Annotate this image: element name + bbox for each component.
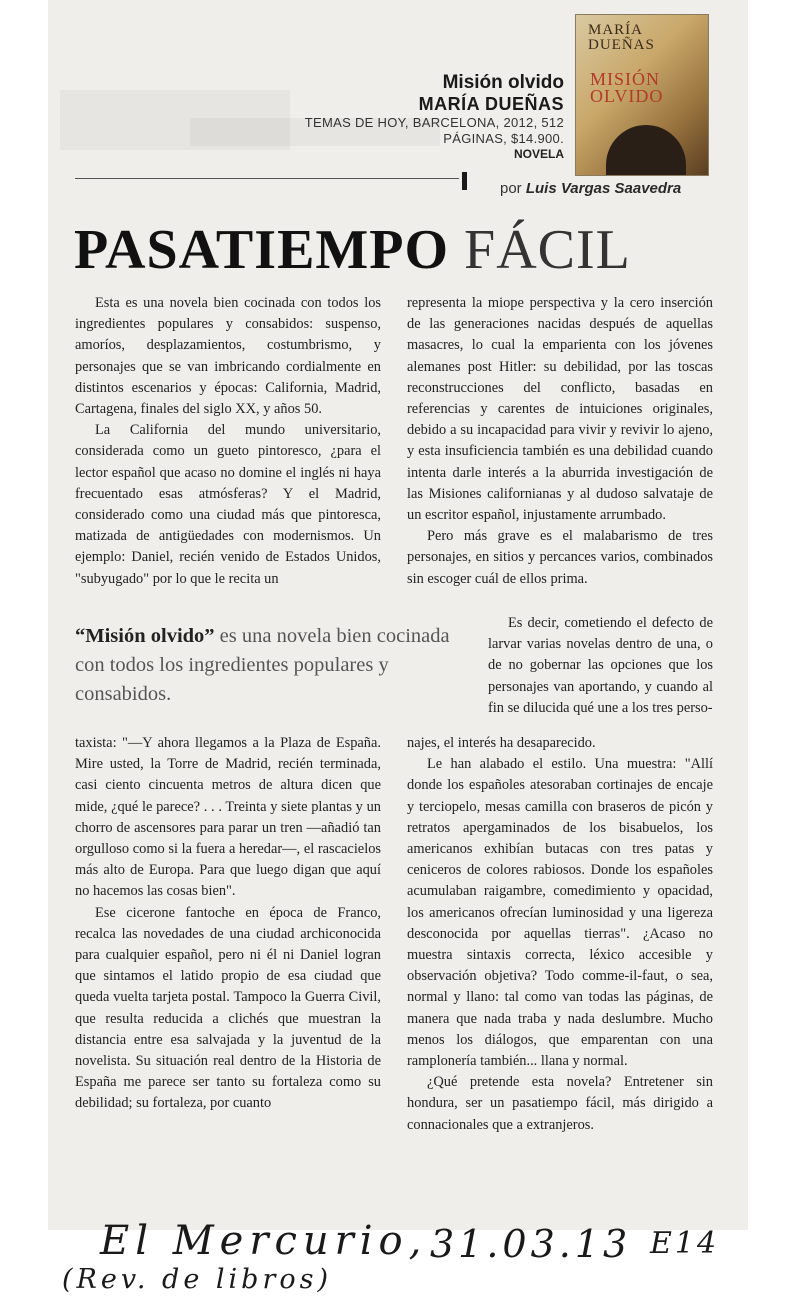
article-column-bottom-right: [407, 733, 713, 1136]
byline-prefix: por: [500, 180, 522, 197]
cover-figure: [606, 125, 686, 176]
pull-quote-lead: “Misión olvido”: [75, 625, 215, 647]
byline-author: Luis Vargas Saavedra: [525, 180, 682, 197]
pull-quote: [75, 622, 460, 709]
article-column-right-narrow: [488, 613, 713, 719]
paragraph: Esta es una novela bien cocinada con todos los ingredientes populares y consabidos: suspenso, amoríos, desplazamientos, costumbrismo, y personajes que se van imbricando cordialmente en distintos escenarios y épocas: California, Madrid, Cartagena, finales del siglo XX, y años 50.: [75, 295, 381, 418]
article-headline: [74, 218, 631, 282]
cover-author-line: DUEÑAS: [588, 37, 655, 53]
book-genre: NOVELA: [513, 147, 564, 161]
paragraph: najes, el interés ha desaparecido.: [407, 735, 596, 751]
divider-mark: [462, 172, 467, 190]
article-column-bottom-left: [75, 733, 381, 1115]
headline-part-2: FÁCIL: [464, 219, 631, 281]
book-author: MARÍA DUEÑAS: [418, 94, 564, 114]
paragraph: Le han alabado el estilo. Una muestra: "Allí donde los españoles atesoraban cortinajes de encaje y terciopelo, mesas camilla con braseros de picón y retratos apergaminados de los bisabuelos, los americanos exhibían butacas con tres patas y ceniceros de colores rabiosos. Donde los españoles acumulaban raigambre, comedimiento y opacidad, los americanos ofrecían luminosidad y una ligereza desconocida por aquellas tierras". ¿Acaso no muestra sintaxis correcta, léxico accesible y observación objetiva? Todo comme-il-faut, o sea, normal y llano: tal como van todas las páginas, de manera que nada traba y nada deslumbre. Mucho menos los diálogos, que emparentan con una ramplonería también... llana y normal.: [407, 756, 713, 1070]
book-publisher: [305, 115, 564, 147]
handwritten-page: E14: [650, 1226, 720, 1261]
article-column-top-left: [75, 293, 381, 590]
article-column-top-right: [407, 293, 713, 590]
cover-author: [588, 23, 678, 53]
book-publisher-line: TEMAS DE HOY, BARCELONA, 2012, 512: [304, 115, 564, 130]
header-divider: [75, 178, 459, 179]
book-info: [305, 72, 564, 161]
book-title: Misión olvido: [442, 72, 564, 93]
cover-author-line: MARÍA: [588, 22, 644, 38]
byline: [500, 180, 681, 197]
handwritten-section: (Rev. de libros): [62, 1264, 333, 1295]
headline-part-1: PASATIEMPO: [74, 219, 450, 281]
book-publisher-line: PÁGINAS, $14.900.: [443, 131, 564, 146]
paragraph: Ese cicerone fantoche en época de Franco, recalca las novedades de una ciudad archiconocida para cualquier español, pero ni él ni Daniel logran que sintamos el latido propio de esa ciudad que queda vuelta tarjeta postal. Tampoco la Guerra Civil, que resulta reducida a clichés que muestran la distancia entre esa salvajada y la juventud de la novelista. Su situación real dentro de la Historia de España me parece ser tanto su fortaleza como su debilidad; su fortaleza, por cuanto: [75, 904, 381, 1112]
cover-title-line: MISIÓN: [590, 69, 661, 89]
cover-title: [590, 71, 670, 105]
paragraph: taxista: "—Y ahora llegamos a la Plaza de España. Mire usted, la Torre de Madrid, recién terminada, casi ciento cincuenta metros de altura dicen que mide, ¿qué le parece? . . . Treinta y siete plantas y un chorro de ascensores para parar un tren —añadió tan orgulloso como si la fuera a heredar—, el rascacielos más alto de Europa. Para que luego digan que aquí no hacemos las cosas bien".: [75, 735, 381, 900]
paragraph: La California del mundo universitario, considerada como un gueto pintoresco, ¿para el lector español que acaso no domine el inglés ni haya frecuentado esas atmósferas? Y el Madrid, considerado como una ciudad más que pintoresca, matizada de antigüedades con modernismos. Un ejemplo: Daniel, recién venido de Estados Unidos, "subyugado" por lo que le recita un: [75, 422, 381, 587]
cover-title-line: OLVIDO: [590, 86, 664, 106]
paragraph: representa la miope perspectiva y la cero inserción de las generaciones nacidas después de aquellas masacres, lo cual la emparienta con los jóvenes alemanes post Hitler: su debilidad, por las toscas reconstrucciones del conflicto, basadas en referencias y carentes de intuiciones originales, debido a su incapacidad para vivir y revivir lo ajeno, y esta insuficiencia también es una debilidad cuando intenta darle interés a la aburrida investigación de las Misiones californianas y al dudoso salvataje de un escritor español, injustamente arrumbado.: [407, 295, 713, 524]
paragraph: ¿Qué pretende esta novela? Entretener sin hondura, ser un pasatiempo fácil, más dirigido a connacionales que a extranjeros.: [407, 1074, 713, 1133]
book-cover-image: [575, 14, 709, 176]
paragraph: Pero más grave es el malabarismo de tres personajes, en sitios y percances varios, combinados sin escoger cuál de ellos prima.: [407, 528, 713, 587]
handwritten-source: El Mercurio,: [100, 1218, 428, 1264]
handwritten-date: 31.03.13: [430, 1222, 632, 1266]
paragraph: Es decir, cometiendo el defecto de larvar varias novelas dentro de una, o de no gobernar las opciones que los personajes van aportando, y cuando al fin se dilucida qué une a los tres perso-: [488, 615, 713, 716]
pull-quote-text: es una novela bien cocinada con todos los ingredientes populares y consabidos.: [75, 625, 450, 705]
